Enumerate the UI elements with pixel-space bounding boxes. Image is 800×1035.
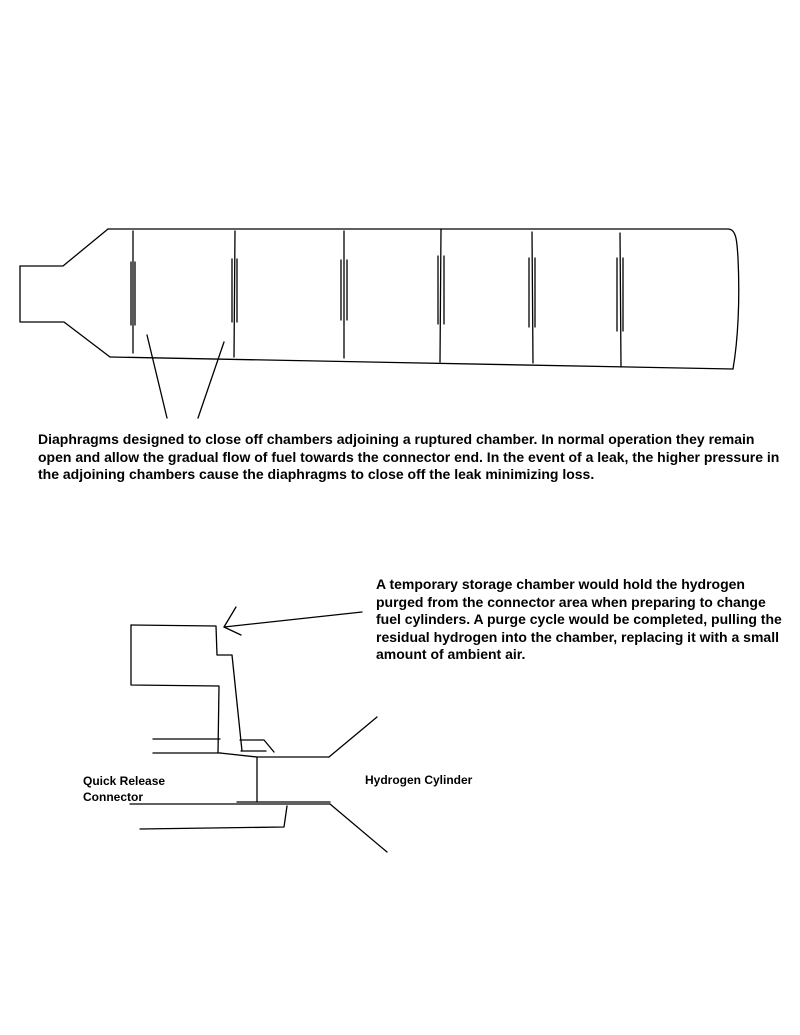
- diaphragm-description: Diaphragms designed to close off chambers adjoining a ruptured chamber. In normal operation they remain open and allow the gradual flow of fuel towards the connector end. In the event of a leak, the higher pressure in the adjoining chambers cause the diaphragms to close off the leak minimizing loss.: [38, 431, 780, 482]
- diaphragm-marks: [131, 256, 623, 331]
- storage-chamber-description: A temporary storage chamber would hold the hydrogen purged from the connector area when preparing to change fuel cylinders. A purge cycle would be completed, pulling the residual hydrogen into the chamber, replacing it with a small amount of ambient air.: [376, 576, 782, 662]
- quick-release-connector-label: Quick Release Connector: [83, 774, 166, 804]
- storage-chamber: [131, 625, 242, 753]
- purge-line-details: [153, 739, 274, 753]
- fuel-cylinder-outline: [20, 229, 739, 369]
- chamber-dividers: [133, 229, 621, 367]
- hydrogen-cylinder-label: Hydrogen Cylinder: [365, 773, 473, 787]
- storage-arrow: [224, 607, 362, 635]
- diaphragm-pointer-lines: [147, 335, 224, 418]
